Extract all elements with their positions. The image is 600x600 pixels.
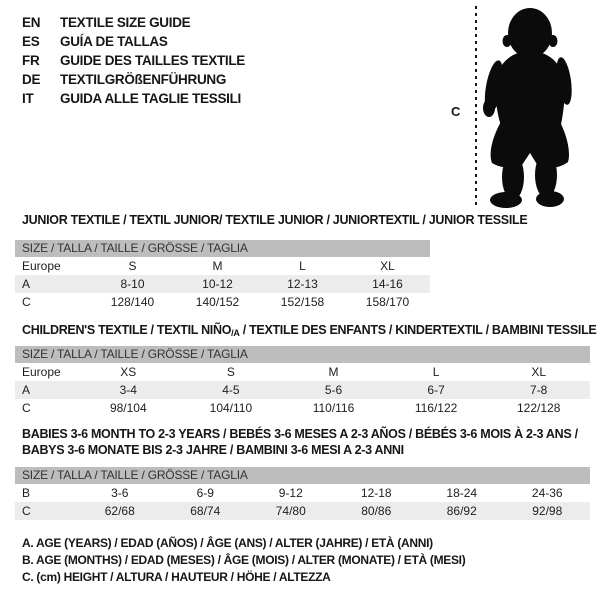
table-cell: L xyxy=(432,365,440,379)
babies-table-heading-line2: BABYS 3-6 MONATE BIS 2-3 JAHRE / BAMBINI 3-6 MESI A 2-3 ANNI xyxy=(22,443,404,457)
toddler-silhouette-icon xyxy=(478,5,588,210)
legend-age-months: B. AGE (MONTHS) / EDAD (MESES) / ÂGE (MOIS) / ALTER (MONATE) / ETÀ (MESI) xyxy=(22,553,466,567)
table-row xyxy=(15,502,590,520)
lang-code: FR xyxy=(22,53,40,68)
table-cell: 98/104 xyxy=(109,401,147,415)
table-cell: 68/74 xyxy=(190,504,221,518)
table-cell: 158/170 xyxy=(365,295,410,309)
table-cell: 86/92 xyxy=(446,504,477,518)
table-row xyxy=(15,381,590,399)
table-row xyxy=(15,275,430,293)
table-cell: XS xyxy=(120,365,137,379)
table-cell: 104/110 xyxy=(209,401,253,415)
table-cell: 116/122 xyxy=(414,401,458,415)
size-header-bar: SIZE / TALLA / TAILLE / GRÖSSE / TAGLIA xyxy=(15,467,590,484)
lang-row-en xyxy=(22,13,245,32)
table-cell: L xyxy=(299,259,306,273)
lang-code: DE xyxy=(22,72,41,87)
lang-row-es xyxy=(22,32,245,51)
junior-table-heading: JUNIOR TEXTILE / TEXTIL JUNIOR/ TEXTILE JUNIOR / JUNIORTEXTIL / JUNIOR TESSILE xyxy=(22,213,528,227)
row-label: A xyxy=(22,383,31,397)
table-cell: 62/68 xyxy=(104,504,135,518)
guide-title: GUIDA ALLE TAGLIE TESSILI xyxy=(60,91,241,106)
lang-row-fr xyxy=(22,51,245,70)
legend-age-years: A. AGE (YEARS) / EDAD (AÑOS) / ÂGE (ANS) / ALTER (JAHRE) / ETÀ (ANNI) xyxy=(22,536,433,550)
children-size-table xyxy=(15,346,590,417)
table-cell: XL xyxy=(531,365,547,379)
table-cell: M xyxy=(328,365,339,379)
table-cell: 12-13 xyxy=(287,277,318,291)
table-cell: M xyxy=(212,259,223,273)
table-cell: 122/128 xyxy=(516,401,561,415)
table-cell: S xyxy=(128,259,137,273)
row-label: Europe xyxy=(22,365,61,379)
heading-subscript: /A xyxy=(231,328,240,338)
guide-title: GUIDE DES TAILLES TEXTILE xyxy=(60,53,246,68)
table-cell: 4-5 xyxy=(222,383,240,397)
table-cell: 14-16 xyxy=(372,277,403,291)
table-cell: 9-12 xyxy=(278,486,303,500)
row-label: C xyxy=(22,504,31,518)
children-table-heading xyxy=(22,323,596,338)
legend-height-cm: C. (cm) HEIGHT / ALTURA / HAUTEUR / HÖHE / ALTEZZA xyxy=(22,570,331,584)
table-cell: 128/140 xyxy=(110,295,155,309)
table-row xyxy=(15,293,430,311)
table-cell: 6-9 xyxy=(196,486,214,500)
size-header-bar: SIZE / TALLA / TAILLE / GRÖSSE / TAGLIA xyxy=(15,346,590,363)
guide-title: TEXTILE SIZE GUIDE xyxy=(60,15,191,30)
table-cell: S xyxy=(226,365,235,379)
guide-title: TEXTILGRÖßENFÜHRUNG xyxy=(60,72,227,87)
table-cell: XL xyxy=(380,259,395,273)
table-cell: 140/152 xyxy=(195,295,240,309)
babies-size-table xyxy=(15,467,590,520)
lang-code: ES xyxy=(22,34,40,49)
table-row xyxy=(15,257,430,275)
table-cell: 18-24 xyxy=(446,486,478,500)
table-cell: 3-6 xyxy=(111,486,129,500)
table-cell: 152/158 xyxy=(280,295,325,309)
table-cell: 10-12 xyxy=(202,277,233,291)
table-cell: 74/80 xyxy=(275,504,306,518)
table-cell: 3-4 xyxy=(119,383,137,397)
lang-code: IT xyxy=(22,91,34,106)
height-dashed-line xyxy=(475,6,477,205)
table-cell: 80/86 xyxy=(361,504,392,518)
guide-title: GUÍA DE TALLAS xyxy=(60,34,168,49)
table-cell: 5-6 xyxy=(324,383,343,397)
table-cell: 110/116 xyxy=(312,401,355,415)
row-label: A xyxy=(22,277,31,291)
row-label: C xyxy=(22,401,31,415)
babies-table-heading-line1: BABIES 3-6 MONTH TO 2-3 YEARS / BEBÉS 3-6 MESES A 2-3 AÑOS / BÉBÉS 3-6 MOIS À 2-3 ANS / xyxy=(22,427,578,441)
height-measure-label: C xyxy=(451,104,461,119)
row-label: B xyxy=(22,486,31,500)
lang-row-it xyxy=(22,89,245,108)
table-cell: 7-8 xyxy=(530,383,548,397)
row-label: C xyxy=(22,295,31,309)
table-cell: 24-36 xyxy=(531,486,563,500)
heading-text: CHILDREN'S TEXTILE / TEXTIL NIÑO xyxy=(22,323,232,337)
row-label: Europe xyxy=(22,259,61,273)
table-cell: 92/98 xyxy=(532,504,563,518)
table-cell: 6-7 xyxy=(427,383,445,397)
heading-text: / TEXTILE DES ENFANTS / KINDERTEXTIL / BAMBINI TESSILE xyxy=(239,323,597,337)
lang-code: EN xyxy=(22,15,41,30)
table-cell: 12-18 xyxy=(360,486,392,500)
table-row xyxy=(15,363,590,381)
junior-size-table xyxy=(15,240,430,311)
table-row xyxy=(15,399,590,417)
language-title-list xyxy=(22,13,245,108)
table-cell: 8-10 xyxy=(120,277,145,291)
table-row xyxy=(15,484,590,502)
lang-row-de xyxy=(22,70,245,89)
size-header-bar: SIZE / TALLA / TAILLE / GRÖSSE / TAGLIA xyxy=(15,240,430,257)
